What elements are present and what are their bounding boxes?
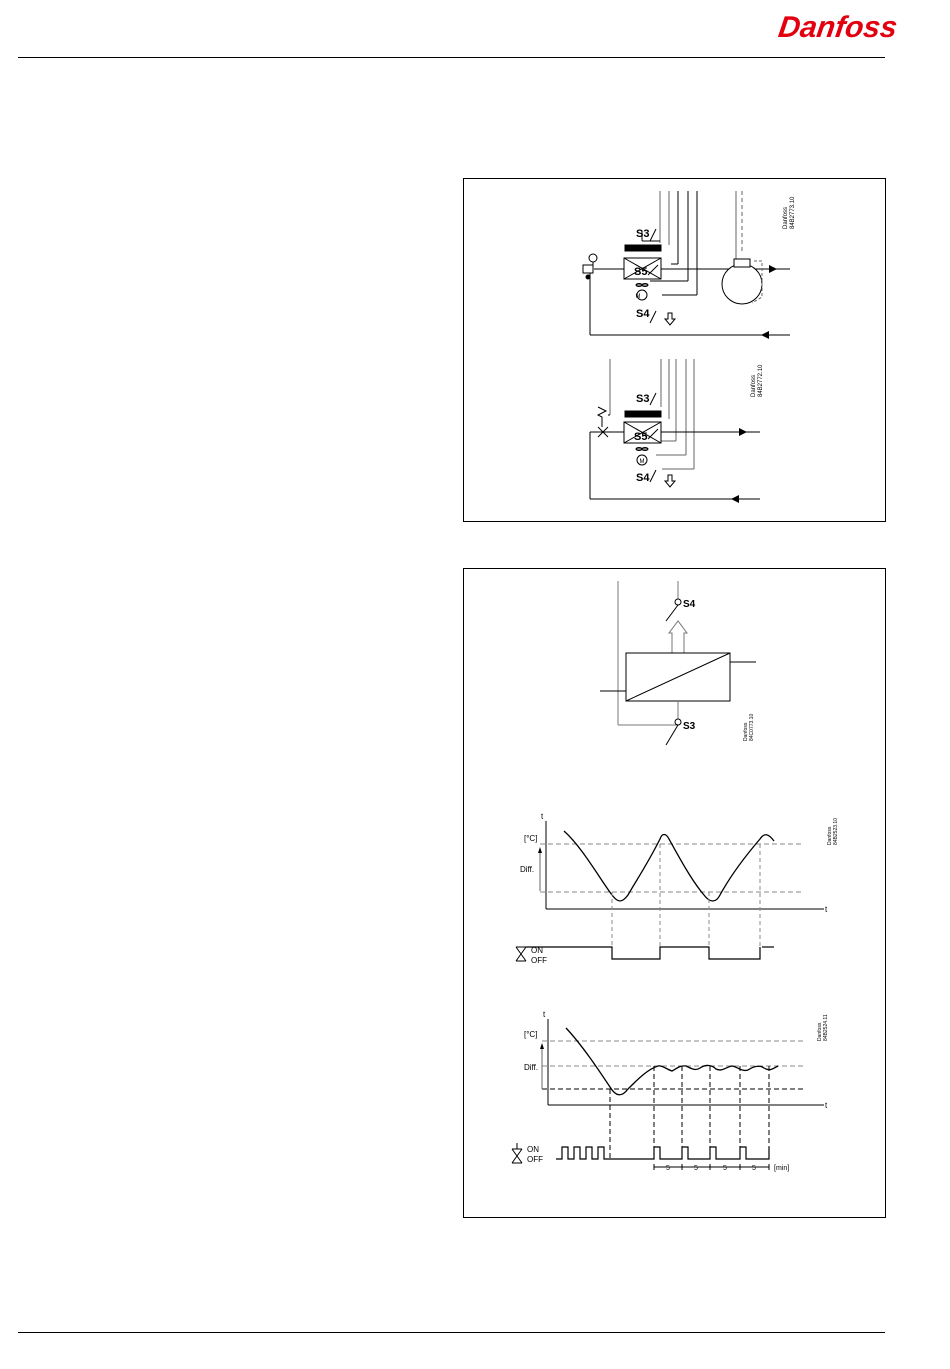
chart-1-x-axis: t bbox=[825, 905, 828, 914]
figure-2-diagrams bbox=[464, 569, 885, 1217]
chart-1-code-brand: Danfoss bbox=[827, 826, 833, 845]
chart-2-t-axis: t bbox=[543, 1010, 546, 1019]
chart-2-interval-3: 5 bbox=[723, 1165, 727, 1172]
diagram-a-s3-label: S3 bbox=[636, 228, 650, 240]
svg-text:M bbox=[640, 459, 645, 465]
chart-1-code: 84B2523.10 bbox=[833, 818, 839, 845]
diagram-a bbox=[583, 191, 790, 339]
diagram-b-code-brand: Danfoss bbox=[751, 374, 757, 397]
danfoss-logo bbox=[776, 4, 900, 48]
svg-text:S3 bbox=[636, 228, 649, 240]
diagram-b-s4-label: S4 bbox=[636, 472, 650, 484]
figure-1-diagrams bbox=[464, 179, 885, 521]
figure-1-frame bbox=[463, 178, 886, 522]
figure-2-frame bbox=[463, 568, 886, 1218]
chart-2-code-brand: Danfoss bbox=[817, 1022, 823, 1041]
svg-text:M bbox=[636, 294, 641, 300]
diagram-b-s3-label: S3 bbox=[636, 393, 650, 405]
footer-rule bbox=[18, 1332, 885, 1333]
svg-text:S5 bbox=[634, 266, 647, 278]
diagram-b-motor-label: M bbox=[639, 459, 645, 465]
diagram-b-s5-label: S5 bbox=[634, 431, 648, 443]
chart-1-off: OFF bbox=[531, 956, 547, 965]
chart-2-interval-2: 5 bbox=[694, 1165, 698, 1172]
diagram-a-s5-label: S5 bbox=[634, 266, 648, 278]
svg-text:S4 bbox=[636, 308, 650, 320]
chart-2-code: 84B2524.11 bbox=[823, 1014, 829, 1041]
diagram-a-s4-label: S4 bbox=[636, 308, 650, 320]
chart-2-x-axis: t bbox=[825, 1101, 828, 1110]
svg-text:S3 bbox=[636, 393, 649, 405]
diagram-a-code: 84B2773.10 bbox=[790, 196, 796, 229]
evaporator-schematic bbox=[600, 581, 756, 745]
svg-text:S4 bbox=[683, 599, 696, 610]
svg-text:S3 bbox=[683, 721, 696, 732]
header-rule bbox=[18, 57, 885, 58]
evaporator-code-brand: Danfoss bbox=[743, 722, 749, 741]
chart-2 bbox=[512, 1019, 824, 1170]
chart-2-unit-min: [min] bbox=[774, 1165, 790, 1172]
svg-text:Danfoss: Danfoss bbox=[776, 11, 900, 44]
svg-text:5 bbox=[666, 1165, 670, 1172]
chart-1-diff: Diff. bbox=[520, 865, 535, 874]
svg-text:5 bbox=[752, 1165, 756, 1172]
diagram-b-code: 84B2772.10 bbox=[758, 364, 764, 397]
evaporator-s3-label: S3 bbox=[683, 721, 696, 732]
svg-text:S5 bbox=[634, 431, 647, 443]
diagram-a-code-brand: Danfoss bbox=[783, 206, 789, 229]
chart-1-on: ON bbox=[531, 946, 543, 955]
chart-2-on: ON bbox=[527, 1145, 539, 1154]
evaporator-code: 84C0773.10 bbox=[749, 713, 755, 741]
evaporator-s4-label: S4 bbox=[683, 599, 696, 610]
svg-text:S4 bbox=[636, 472, 650, 484]
diagram-b bbox=[590, 359, 760, 503]
chart-1 bbox=[516, 821, 824, 961]
chart-1-t-axis: t bbox=[541, 812, 544, 821]
chart-2-unit: [°C] bbox=[524, 1030, 538, 1039]
chart-2-diff: Diff. bbox=[524, 1063, 539, 1072]
chart-2-interval-4: 5 bbox=[752, 1165, 756, 1172]
svg-text:5 bbox=[723, 1165, 727, 1172]
svg-text:5 bbox=[694, 1165, 698, 1172]
chart-1-unit: [°C] bbox=[524, 834, 538, 843]
chart-2-off: OFF bbox=[527, 1155, 543, 1164]
chart-2-interval-1: 5 bbox=[666, 1165, 670, 1172]
diagram-a-motor-label: M bbox=[635, 294, 641, 300]
